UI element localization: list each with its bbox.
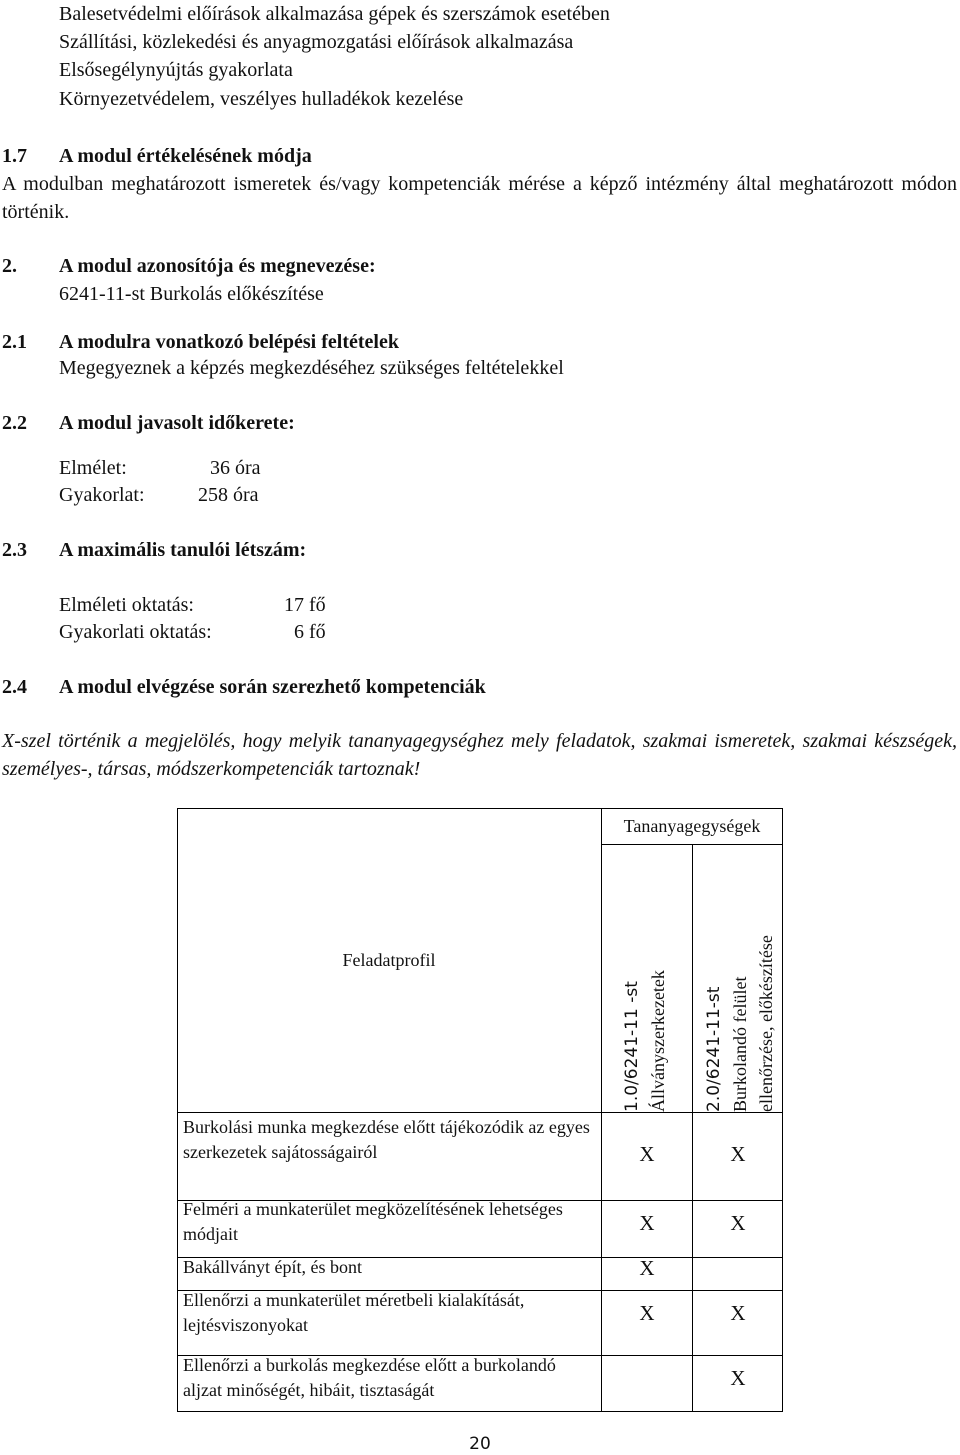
intro-item: Elsősegélynyújtás gyakorlata xyxy=(59,59,293,81)
section-number: 2.4 xyxy=(2,676,27,698)
section-heading: A modulra vonatkozó belépési feltételek xyxy=(59,331,399,353)
row-divider xyxy=(177,1112,783,1113)
mark-x: X xyxy=(639,1211,655,1235)
section-heading: A maximális tanulói létszám: xyxy=(59,539,307,561)
section-number: 2.3 xyxy=(2,539,27,561)
unit-code: 2.0/6241-11-st xyxy=(704,986,724,1112)
table-border xyxy=(177,808,178,1412)
mark-x: X xyxy=(730,1211,746,1235)
mark-x: X xyxy=(730,1366,746,1390)
time-value: 258 óra xyxy=(198,484,259,506)
headcount-label: Gyakorlati oktatás: xyxy=(59,621,212,643)
unit-header-2 xyxy=(701,935,779,1112)
column-divider xyxy=(692,844,693,1412)
section-number: 2.1 xyxy=(2,331,27,353)
section-number: 1.7 xyxy=(2,145,27,167)
section-body: A modulban meghatározott ismeretek és/vagy kompetenciák mérése a képző intézmény által meghatározott módon történik. xyxy=(2,173,957,223)
section-body: Megegyeznek a képzés megkezdéséhez szükséges feltételekkel xyxy=(59,357,564,379)
task-cell: Ellenőrzi a burkolás megkezdése előtt a burkolandó aljzat minőségét, hibáit, tisztaságát xyxy=(183,1355,556,1400)
page-number: 20 xyxy=(469,1434,491,1454)
section-heading: A modul javasolt időkerete: xyxy=(59,412,295,434)
time-value: 36 óra xyxy=(210,457,261,479)
section-heading: A modul azonosítója és megnevezése: xyxy=(59,255,376,277)
section-body: 6241-11-st Burkolás előkészítése xyxy=(59,283,324,305)
task-cell: Ellenőrzi a munkaterület méretbeli kialakítását, lejtésviszonyokat xyxy=(183,1290,525,1335)
time-label: Gyakorlat: xyxy=(59,484,145,506)
unit-name: Állványszerkezetek xyxy=(648,970,668,1112)
competency-note: X-szel történik a megjelölés, hogy melyik tananyagegységhez mely feladatok, szakmai ismeretek, szakmai készségek, személyes-, társas, módszerkompetenciák tartoznak! xyxy=(2,730,957,780)
mark-x: X xyxy=(639,1142,655,1166)
task-cell: Felméri a munkaterület megközelítésének lehetséges módjait xyxy=(183,1199,563,1244)
task-cell: Bakállványt épít, és bont xyxy=(183,1257,362,1277)
section-number: 2.2 xyxy=(2,412,27,434)
mark-x: X xyxy=(639,1301,655,1325)
section-number: 2. xyxy=(2,255,17,277)
intro-item: Környezetvédelem, veszélyes hulladékok kezelése xyxy=(59,88,464,110)
headcount-value: 6 fő xyxy=(294,621,326,643)
unit-name: ellenőrzése, előkészítése xyxy=(756,935,776,1112)
headcount-value: 17 fő xyxy=(284,594,326,616)
section-heading: A modul értékelésének módja xyxy=(59,145,312,167)
unit-name: Burkolandó felület xyxy=(730,976,750,1112)
intro-item: Balesetvédelmi előírások alkalmazása gépek és szerszámok esetében xyxy=(59,3,610,25)
unit-header-1 xyxy=(619,970,671,1112)
task-cell: Burkolási munka megkezdése előtt tájékozódik az egyes szerkezetek sajátosságairól xyxy=(183,1117,590,1162)
mark-x: X xyxy=(639,1256,655,1280)
column-divider xyxy=(601,808,602,1412)
unit-code: 1.0/6241-11 -st xyxy=(622,981,642,1112)
profile-header: Feladatprofil xyxy=(342,950,436,970)
competency-table xyxy=(177,808,783,1412)
headcount-label: Elméleti oktatás: xyxy=(59,594,194,616)
group-header: Tananyagegységek xyxy=(623,816,761,836)
intro-item: Szállítási, közlekedési és anyagmozgatási előírások alkalmazása xyxy=(59,31,574,53)
table-border xyxy=(782,808,783,1412)
table-border xyxy=(177,808,783,809)
time-label: Elmélet: xyxy=(59,457,127,479)
section-heading: A modul elvégzése során szerezhető kompetenciák xyxy=(59,676,486,698)
mark-x: X xyxy=(730,1142,746,1166)
mark-x: X xyxy=(730,1301,746,1325)
